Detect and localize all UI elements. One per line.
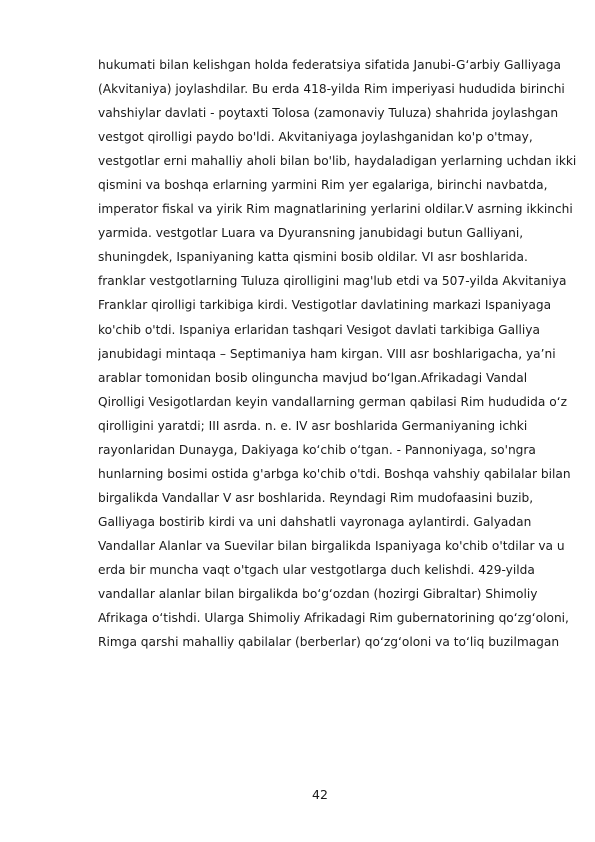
text-line: Galliyaga bostirib kirdi va uni dahshatli vayronaga aylantirdi. Galyadan — [98, 514, 532, 529]
text-line: vandallar alanlar bilan birgalikda bo‘g‘ozdan (hozirgi Gibraltar) Shimoliy — [98, 587, 538, 602]
body-text — [98, 53, 595, 654]
text-line: Qirolligi Vesigotlardan keyin vandallarning german qabilasi Rim hududida o‘z — [98, 394, 567, 409]
text-line: hukumati bilan kelishgan holda federatsiya sifatida Janubi-G‘arbiy Galliyaga — [98, 58, 561, 72]
text-line: vestgotlar erni mahalliy aholi bilan bo'lib, haydaladigan yerlarning uchdan ikki — [98, 154, 577, 169]
text-line: yarmida. vestgotlar Luara va Dyuransning janubidagi butun Galliyani, — [98, 226, 524, 241]
text-line: Vandallar Alanlar va Suevilar bilan birgalikda Ispaniyaga ko'chib o'tdilar va u — [98, 538, 565, 553]
text-line: Rimga qarshi mahalliy qabilalar (berberlar) qo‘zg‘oloni va to‘liq buzilmagan — [98, 635, 560, 650]
text-line: rayonlaridan Dunayga, Dakiyaga ko‘chib o‘tgan. - Pannoniyaga, so'ngra — [98, 442, 536, 457]
text-line: Afrikaga o‘tishdi. Ularga Shimoliy Afrikadagi Rim gubernatorining qo‘zg‘oloni, — [98, 611, 569, 626]
text-line: hunlarning bosimi ostida g'arbga ko'chib o'tdi. Boshqa vahshiy qabilalar bilan — [98, 466, 571, 481]
page-number: 42 — [312, 787, 328, 802]
text-line: shuningdek, Ispaniyaning katta qismini bosib oldilar. VI asr boshlarida. — [98, 250, 528, 265]
text-line: arablar tomonidan bosib olinguncha mavjud bo‘lgan.Afrikadagi Vandal — [98, 370, 528, 385]
text-line: ko'chib o'tdi. Ispaniya erlaridan tashqari Vesigot davlati tarkibiga Galliya — [98, 322, 540, 337]
text-line: Franklar qirolligi tarkibiga kirdi. Vestigotlar davlatining markazi Ispaniyaga — [98, 298, 552, 313]
text-line: vestgot qirolligi paydo bo'ldi. Akvitaniyaga joylashganidan ko'p o'tmay, — [98, 130, 533, 145]
text-line: vahshiylar davlati - poytaxti Tolosa (zamonaviy Tuluza) shahrida joylashgan — [98, 106, 559, 121]
text-line: (Akvitaniya) joylashdilar. Bu erda 418-yilda Rim imperiyasi hududida birinchi — [98, 82, 565, 97]
text-line: franklar vestgotlarning Tuluza qirolligini mag'lub etdi va 507-yilda Akvitaniya — [98, 274, 567, 289]
text-line: janubidagi mintaqa – Septimaniya ham kirgan. VIII asr boshlarigacha, ya’ni — [98, 346, 556, 361]
text-line: imperator fiskal va yirik Rim magnatlarining yerlarini oldilar.V asrning ikkinchi — [98, 202, 573, 217]
text-line: erda bir muncha vaqt o'tgach ular vestgotlarga duch kelishdi. 429-yilda — [98, 562, 535, 577]
text-line: birgalikda Vandallar V asr boshlarida. Reyndagi Rim mudofaasini buzib, — [98, 490, 534, 505]
text-line: qismini va boshqa erlarning yarmini Rim yer egalariga, birinchi navbatda, — [98, 178, 548, 193]
text-line: qirolligini yaratdi; III asrda. n. e. IV asr boshlarida Germaniyaning ichki — [98, 418, 528, 433]
